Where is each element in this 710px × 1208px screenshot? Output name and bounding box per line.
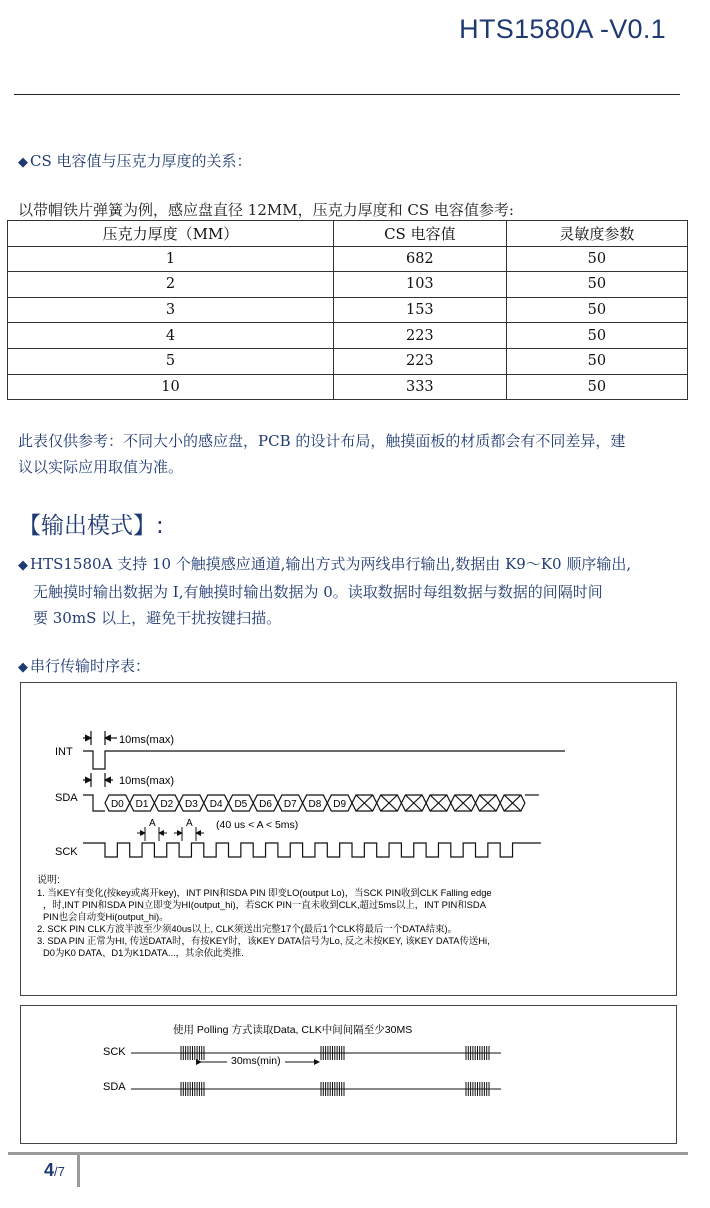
- table-cell: 10: [8, 374, 334, 400]
- serial-timing-diagram: [20, 682, 677, 996]
- sda-dont-care-mark: [504, 795, 521, 811]
- table-row: [8, 348, 688, 374]
- table-cell: 4: [8, 323, 334, 349]
- table-cell: 223: [333, 323, 506, 349]
- document-title: HTS1580A -V0.1: [459, 14, 666, 44]
- timing-diagram-svg: [21, 683, 676, 995]
- table-header-cell: 压克力厚度（MM）: [8, 221, 334, 247]
- table-reference-note: [18, 428, 688, 480]
- sda-dont-care-mark: [455, 795, 472, 811]
- table-cell: 223: [333, 348, 506, 374]
- table-row: [8, 297, 688, 323]
- table-row: [8, 246, 688, 272]
- diagram-note: 1. 当KEY有变化(按key或离开key)，INT PIN和SDA PIN 即变LO(output Lo)，当SCK PIN收到CLK Falling edge: [37, 887, 492, 898]
- sda-timing-label: 10ms(max): [119, 775, 175, 787]
- diagram-note: ，时,INT PIN和SDA PIN立即变为HI(output_hi)，若SCK PIN一直未收到CLK,超过5ms以上，INT PIN和SDA: [43, 899, 486, 910]
- total-pages: /7: [54, 1164, 65, 1179]
- table-cell: 153: [333, 297, 506, 323]
- table-row: [8, 272, 688, 298]
- sda-bit-label: D9: [333, 799, 347, 810]
- cs-table-intro: 以带帽铁片弹簧为例，感应盘直径 12MM，压克力厚度和 CS 电容值参考:: [18, 201, 514, 219]
- sck-signal-label: SCK: [55, 846, 78, 858]
- table-cell: 50: [506, 246, 687, 272]
- sda-signal-label: SDA: [55, 792, 78, 804]
- table-header-row: [8, 221, 688, 247]
- desc-line: HTS1580A 支持 10 个触摸感应通道,输出方式为两线串行输出,数据由 K9～K0 顺序输出,: [30, 555, 632, 573]
- sda-dont-care-mark: [356, 795, 373, 811]
- note-line: 议以实际应用取值为准。: [18, 458, 184, 476]
- sda-bit-label: D1: [135, 799, 149, 810]
- cs-capacitance-table: [7, 220, 688, 400]
- int-timing-label: 10ms(max): [119, 734, 175, 746]
- sda-bit-label: D7: [283, 799, 297, 810]
- table-cell: 682: [333, 246, 506, 272]
- note-line: 此表仅供参考：不同大小的感应盘，PCB 的设计布局，触摸面板的材质都会有不同差异，建: [18, 432, 626, 450]
- polling-sda-label: SDA: [103, 1081, 126, 1093]
- sda-bit-label: D8: [308, 799, 322, 810]
- polling-caption: 使用 Polling 方式读取Data, CLK中间间隔至少30MS: [173, 1024, 413, 1036]
- sck-waveform: [83, 843, 541, 857]
- header-divider: [14, 94, 680, 95]
- table-header-cell: 灵敏度参数: [506, 221, 687, 247]
- footer-vertical-bar: [77, 1155, 80, 1187]
- sda-dont-care-mark: [405, 795, 422, 811]
- a-label: A: [149, 818, 156, 829]
- footer-divider: [8, 1152, 688, 1155]
- table-header-cell: CS 电容值: [333, 221, 506, 247]
- table-cell: 1: [8, 246, 334, 272]
- sda-dont-care-mark: [430, 795, 447, 811]
- diamond-bullet-icon: ◆: [18, 155, 28, 170]
- cs-section-heading: [18, 150, 252, 171]
- a-constraint-label: (40 us < A < 5ms): [216, 819, 299, 831]
- table-cell: 5: [8, 348, 334, 374]
- diagram-note: 3. SDA PIN 正常为HI, 传送DATA时，有按KEY时，该KEY DATA信号为Lo, 反之未按KEY, 该KEY DATA传送Hi,: [37, 935, 490, 946]
- desc-line: 要 30mS 以上，避免干扰按键扫描。: [33, 609, 282, 627]
- sda-dont-care-mark: [381, 795, 398, 811]
- sda-bit-label: D3: [185, 799, 198, 810]
- diagram-note: PIN也会自动变Hi(output_hi)。: [43, 911, 169, 922]
- diagram-note: D0为K0 DATA、D1为K1DATA...，其余依此类推.: [43, 947, 244, 958]
- sda-bit-label: D0: [110, 799, 124, 810]
- polling-sck-waveform: [131, 1046, 501, 1060]
- int-signal-label: INT: [55, 746, 73, 758]
- polling-interval-label: 30ms(min): [231, 1055, 281, 1067]
- polling-timing-diagram: [20, 1005, 677, 1144]
- table-cell: 3: [8, 297, 334, 323]
- sda-bit-label: D6: [259, 799, 272, 810]
- sda-bit-label: D5: [234, 799, 248, 810]
- table-cell: 50: [506, 272, 687, 298]
- table-cell: 333: [333, 374, 506, 400]
- timing-table-heading: [18, 655, 150, 676]
- notes-title: 说明:: [37, 875, 60, 886]
- a-label: A: [186, 818, 193, 829]
- table-cell: 103: [333, 272, 506, 298]
- current-page: 4: [44, 1160, 55, 1180]
- table-cell: 50: [506, 297, 687, 323]
- sda-dont-care-mark: [480, 795, 497, 811]
- table-cell: 50: [506, 323, 687, 349]
- page-number: [44, 1160, 65, 1181]
- diagram-note: 2. SCK PIN CLK方波半波至少须40us以上, CLK须送出完整17个(最后1个CLK将最后一个DATA结束)。: [37, 923, 458, 934]
- table-row: [8, 323, 688, 349]
- diamond-bullet-icon: ◆: [18, 660, 28, 675]
- desc-line: 无触摸时输出数据为 I,有触摸时输出数据为 0。读取数据时每组数据与数据的间隔时间: [33, 583, 603, 601]
- table-cell: 50: [506, 374, 687, 400]
- table-cell: 2: [8, 272, 334, 298]
- sda-bit-label: D4: [209, 799, 223, 810]
- timing-heading-text: 串行传输时序表：: [30, 657, 151, 675]
- output-mode-description: [18, 551, 698, 631]
- output-mode-title: 【输出模式】:: [18, 513, 164, 539]
- sda-bit-label: D2: [160, 799, 174, 810]
- table-row: [8, 374, 688, 400]
- cs-heading-text: CS 电容值与压克力厚度的关系：: [30, 152, 252, 170]
- polling-diagram-svg: [21, 1006, 676, 1143]
- diamond-bullet-icon: ◆: [18, 558, 28, 573]
- table-cell: 50: [506, 348, 687, 374]
- polling-sda-waveform: [131, 1082, 501, 1096]
- polling-sck-label: SCK: [103, 1046, 126, 1058]
